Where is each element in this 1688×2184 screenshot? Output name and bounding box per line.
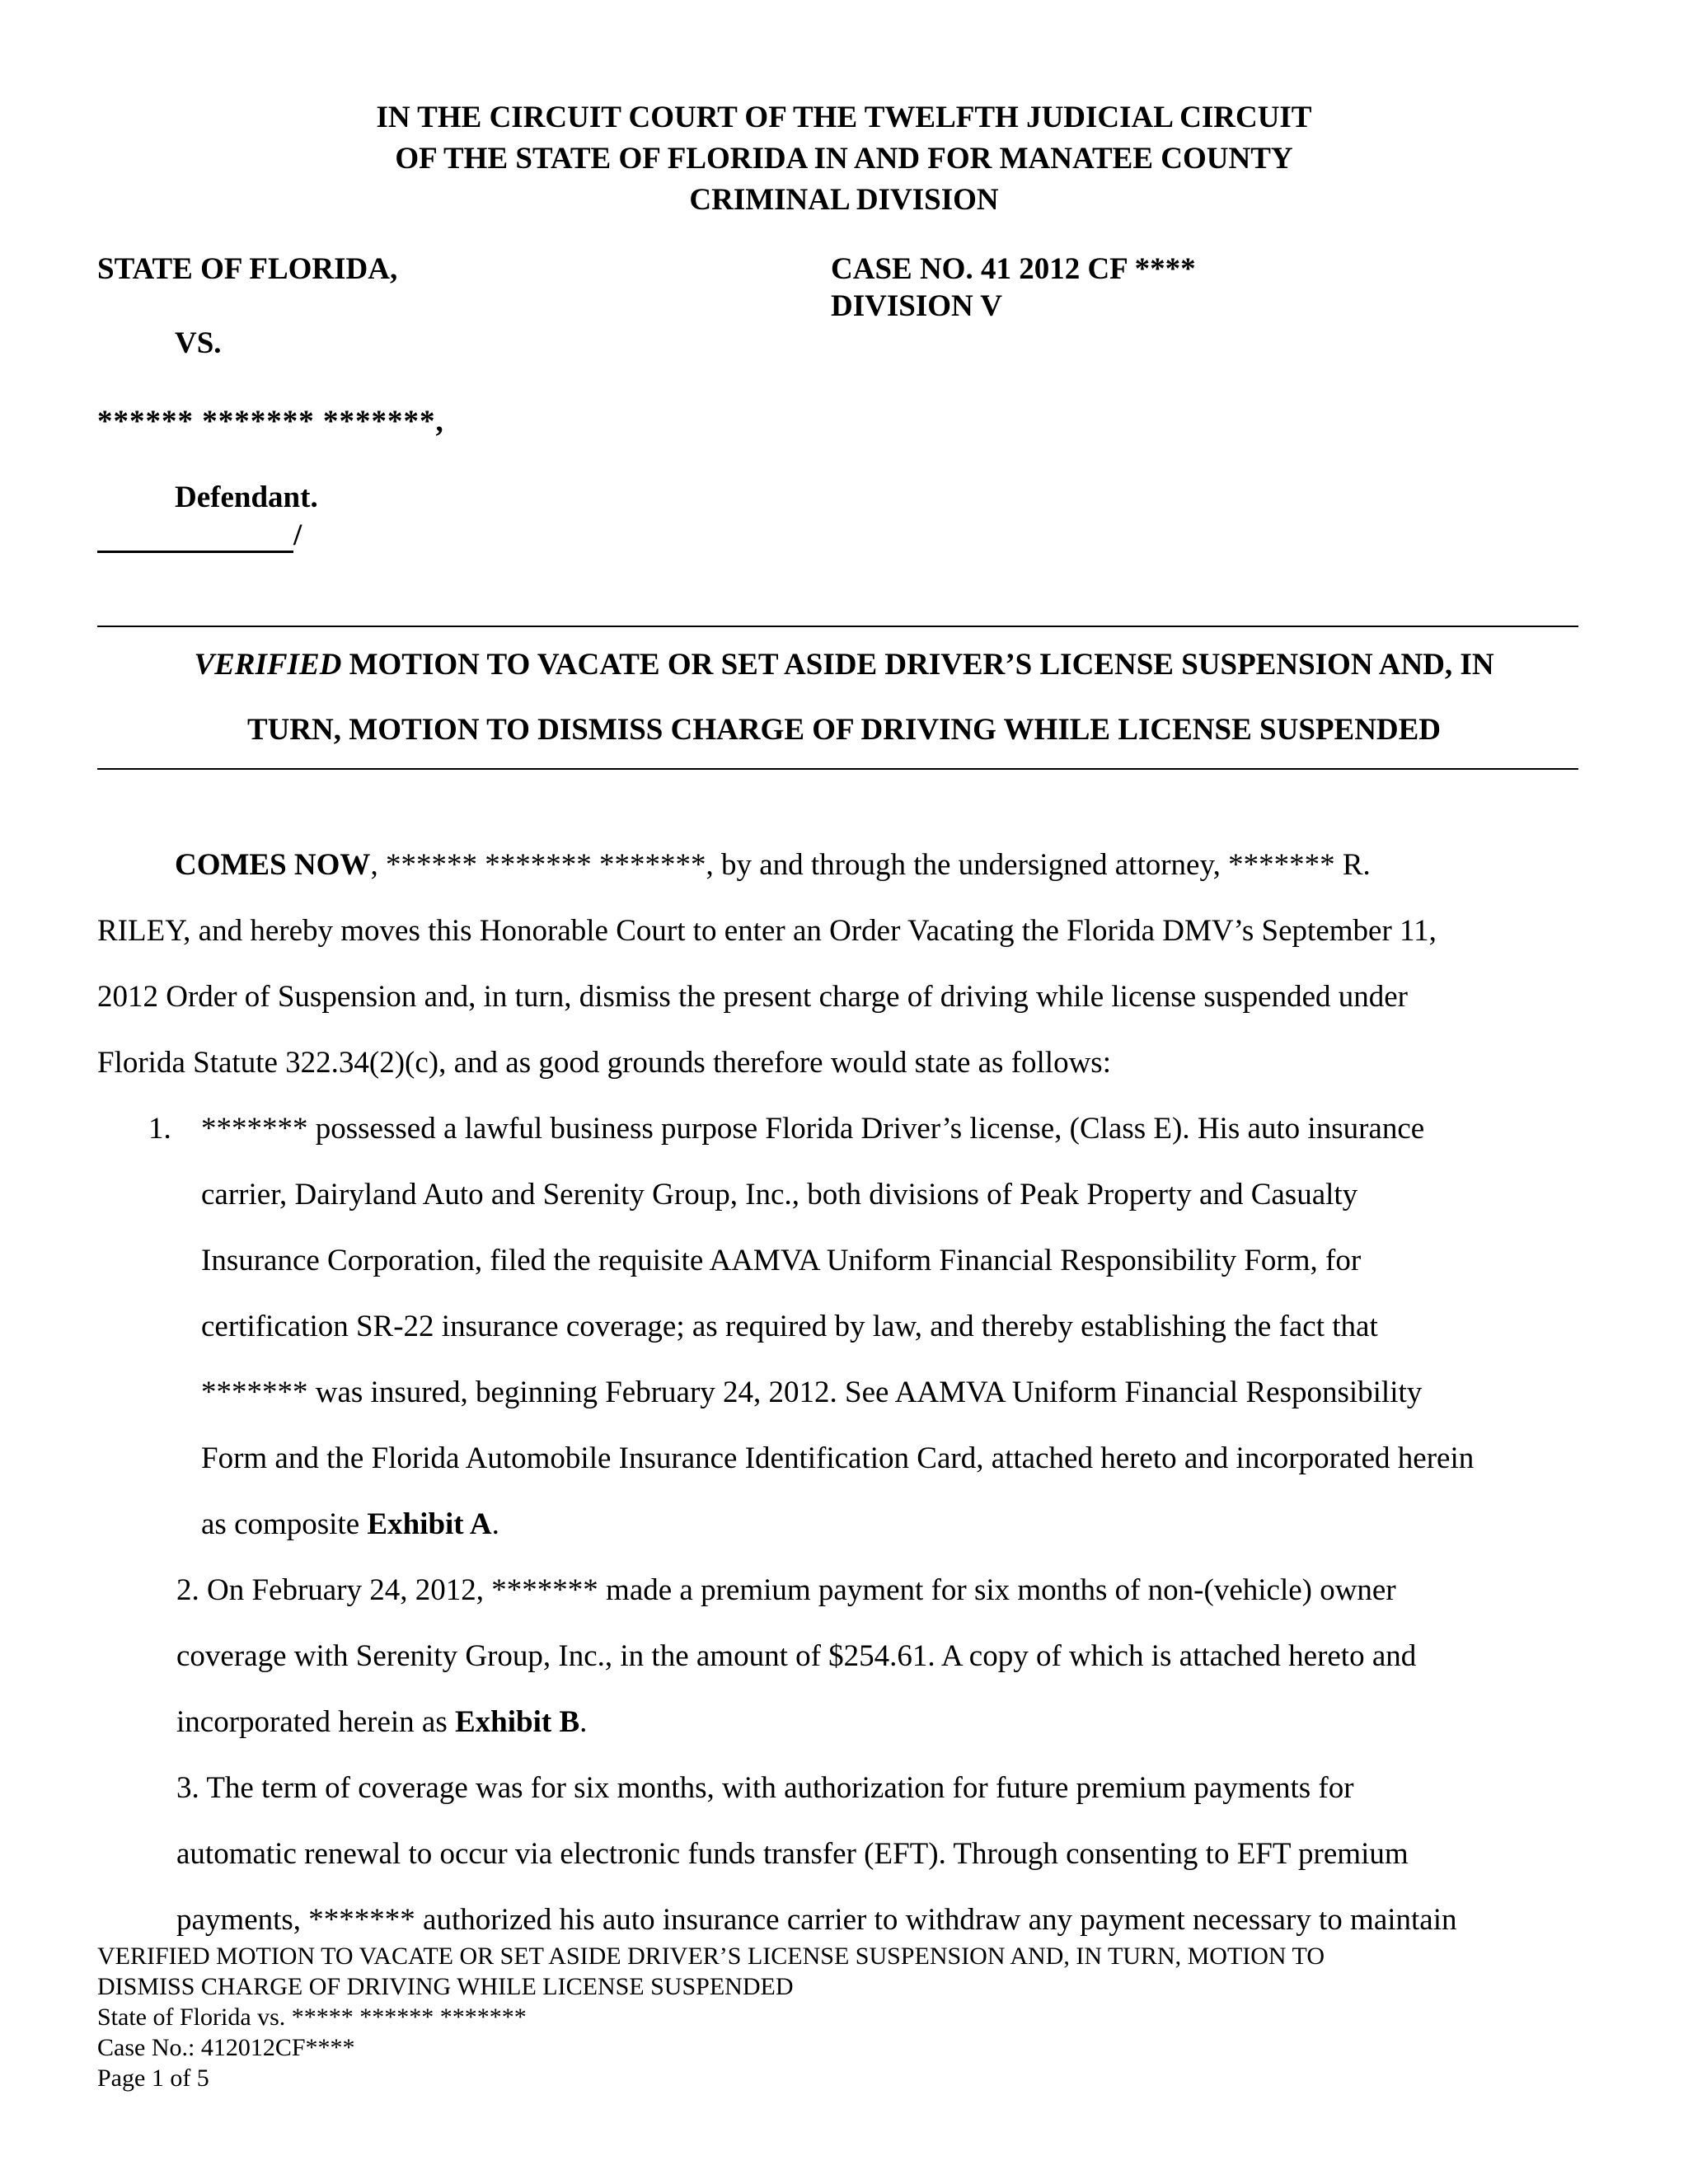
para1-line7-text: as composite <box>201 1507 368 1541</box>
title-top-rule <box>97 626 1578 627</box>
motion-title-line1 <box>0 647 1688 682</box>
division-label: DIVISION V <box>831 289 1003 323</box>
para1-line7 <box>201 1507 499 1542</box>
footer-page-number: Page 1 of 5 <box>97 2064 209 2092</box>
intro-line1-text: , ****** ******* *******, by and through the undersigned attorney, ******* R. <box>370 848 1371 882</box>
para1-line3: Insurance Corporation, filed the requisite AAMVA Uniform Financial Responsibility Form, for <box>201 1244 1362 1277</box>
para2-line3-end: . <box>579 1705 588 1739</box>
para2-line3-text: incorporated herein as <box>176 1705 455 1739</box>
intro-line1 <box>175 847 1371 883</box>
exhibit-b-label: Exhibit B <box>455 1705 580 1739</box>
motion-title-verified: VERIFIED <box>194 648 342 682</box>
page-footer <box>97 1941 1325 2093</box>
versus-label: VS. <box>175 326 222 360</box>
plaintiff-name: STATE OF FLORIDA, <box>97 252 398 286</box>
intro-line4: Florida Statute 322.34(2)(c), and as good grounds therefore would state as follows: <box>97 1046 1111 1080</box>
para2-line3 <box>176 1704 587 1740</box>
exhibit-a-label: Exhibit A <box>367 1507 492 1541</box>
para1-line1: ******* possessed a lawful business purpose Florida Driver’s license, (Class E). His auto insurance <box>201 1112 1425 1146</box>
intro-line2: RILEY, and hereby moves this Honorable Court to enter an Order Vacating the Florida DMV’s September 11, <box>97 914 1437 948</box>
title-bottom-rule <box>97 768 1578 770</box>
caption-slash: / <box>293 518 302 552</box>
court-header <box>0 97 1688 221</box>
para3-line3: payments, ******* authorized his auto insurance carrier to withdraw any payment necessary to maintain <box>176 1903 1457 1937</box>
footer-title-line1: VERIFIED MOTION TO VACATE OR SET ASIDE DRIVER’S LICENSE SUSPENSION AND, IN TURN, MOTION TO <box>97 1943 1325 1970</box>
para1-line6: Form and the Florida Automobile Insurance Identification Card, attached hereto and incorporated herein <box>201 1441 1475 1475</box>
court-header-line2: OF THE STATE OF FLORIDA IN AND FOR MANATEE COUNTY <box>395 142 1293 176</box>
para1-number: 1. <box>148 1112 171 1146</box>
para1-line2: carrier, Dairyland Auto and Serenity Group, Inc., both divisions of Peak Property and Casualty <box>201 1178 1358 1212</box>
footer-title-line2: DISMISS CHARGE OF DRIVING WHILE LICENSE SUSPENDED <box>97 1973 794 2000</box>
court-header-line3: CRIMINAL DIVISION <box>689 183 999 217</box>
motion-title-line2: TURN, MOTION TO DISMISS CHARGE OF DRIVING WHILE LICENSE SUSPENDED <box>246 713 1442 747</box>
motion-title-line1-text: MOTION TO VACATE OR SET ASIDE DRIVER’S LICENSE SUSPENSION AND, IN <box>341 648 1494 682</box>
para3-line2: automatic renewal to occur via electronic funds transfer (EFT). Through consenting to EFT premium <box>176 1837 1409 1871</box>
defendant-name: ****** ******* *******, <box>97 405 444 438</box>
para1-line5: ******* was insured, beginning February 24, 2012. See AAMVA Uniform Financial Responsibility <box>201 1376 1423 1409</box>
intro-line3: 2012 Order of Suspension and, in turn, dismiss the present charge of driving while license suspended under <box>97 980 1409 1014</box>
footer-case-style: State of Florida vs. ***** ****** ******* <box>97 2004 527 2031</box>
para1-line4: certification SR-22 insurance coverage; as required by law, and thereby establishing the fact that <box>201 1310 1378 1343</box>
caption-underline <box>97 551 293 553</box>
para2-line2: coverage with Serenity Group, Inc., in the amount of $254.61. A copy of which is attached hereto and <box>176 1639 1417 1673</box>
defendant-label: Defendant. <box>175 480 318 514</box>
para3-line1: 3. The term of coverage was for six months, with authorization for future premium payments for <box>176 1771 1354 1805</box>
para2-line1: 2. On February 24, 2012, ******* made a premium payment for six months of non-(vehicle) owner <box>176 1573 1396 1607</box>
court-header-line1: IN THE CIRCUIT COURT OF THE TWELFTH JUDICIAL CIRCUIT <box>376 101 1312 134</box>
comes-now-label: COMES NOW <box>175 848 371 882</box>
case-number: CASE NO. 41 2012 CF **** <box>831 252 1196 286</box>
para1-line7-end: . <box>491 1507 499 1541</box>
footer-case-number: Case No.: 412012CF**** <box>97 2034 355 2061</box>
